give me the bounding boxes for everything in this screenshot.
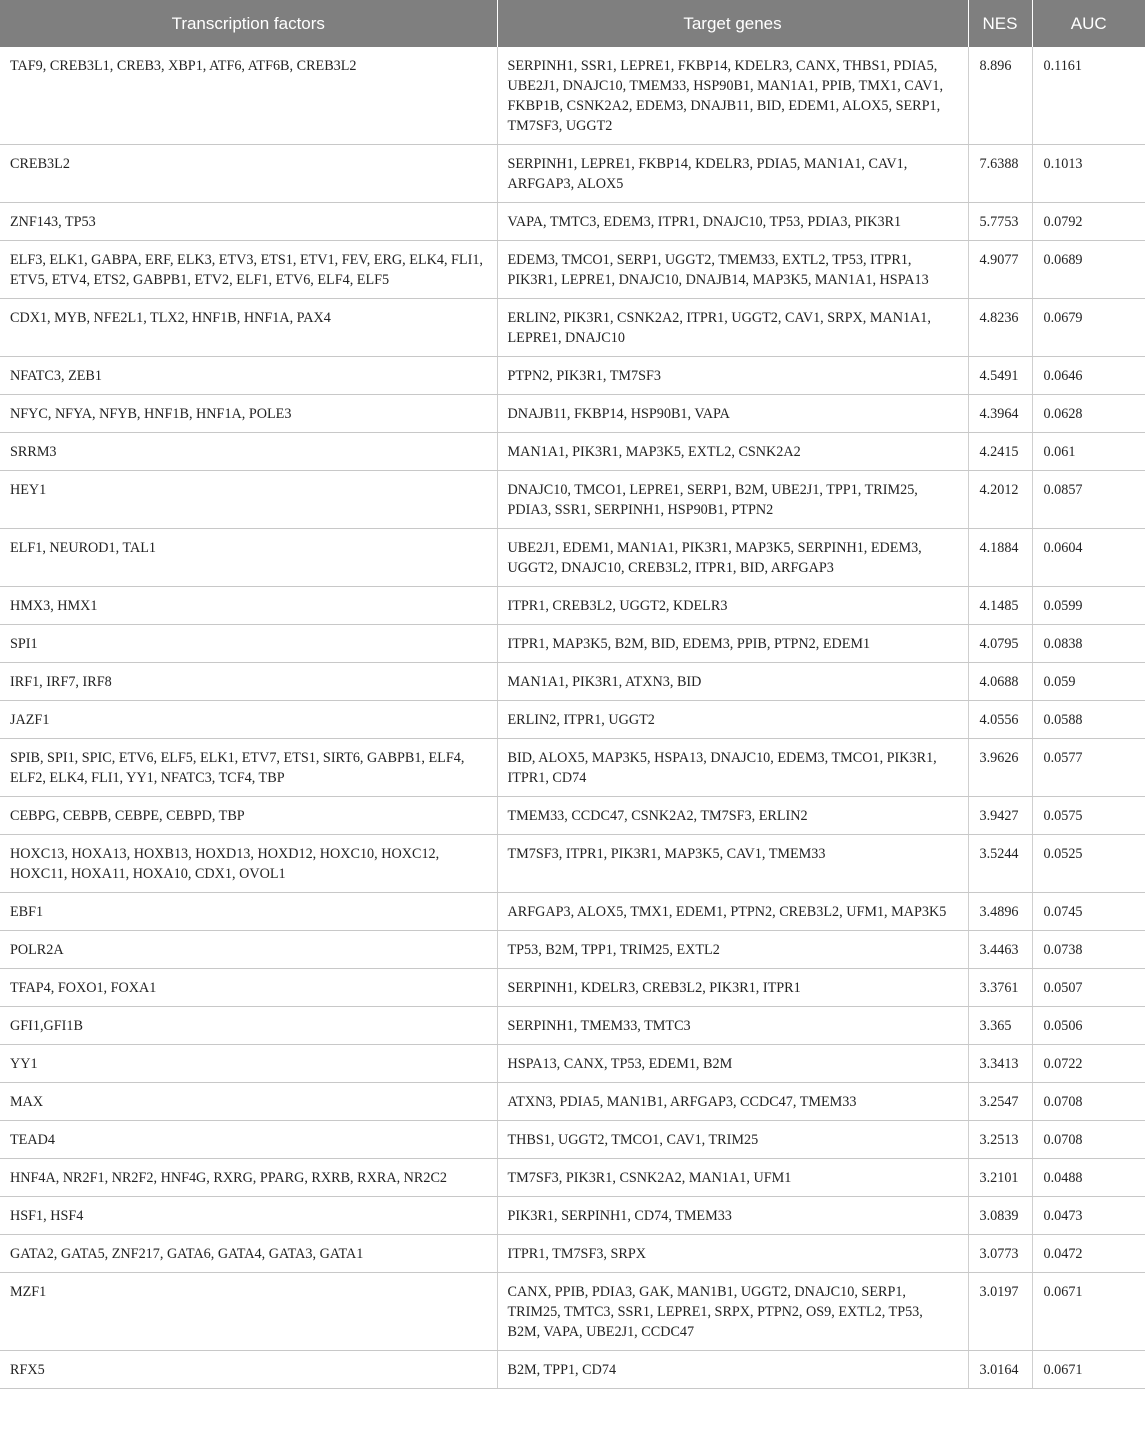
auc-cell: 0.0838 bbox=[1032, 625, 1145, 663]
target-genes-cell: TM7SF3, ITPR1, PIK3R1, MAP3K5, CAV1, TMEM33 bbox=[497, 835, 968, 893]
target-genes-cell: SERPINH1, TMEM33, TMTC3 bbox=[497, 1007, 968, 1045]
target-genes-cell: SERPINH1, SSR1, LEPRE1, FKBP14, KDELR3, CANX, THBS1, PDIA5, UBE2J1, DNAJC10, TMEM33, HSP90B1, MAN1A1, PPIB, TMX1, CAV1, FKBP1B, CSNK2A2, EDEM3, DNAJB11, BID, EDEM1, ALOX5, SERP1, TM7SF3, UGGT2 bbox=[497, 47, 968, 145]
auc-cell: 0.1161 bbox=[1032, 47, 1145, 145]
nes-cell: 8.896 bbox=[968, 47, 1032, 145]
auc-cell: 0.0722 bbox=[1032, 1045, 1145, 1083]
target-genes-cell: PIK3R1, SERPINH1, CD74, TMEM33 bbox=[497, 1197, 968, 1235]
target-genes-cell: ITPR1, CREB3L2, UGGT2, KDELR3 bbox=[497, 587, 968, 625]
nes-cell: 3.0164 bbox=[968, 1351, 1032, 1389]
auc-cell: 0.0792 bbox=[1032, 203, 1145, 241]
auc-cell: 0.059 bbox=[1032, 663, 1145, 701]
auc-cell: 0.0671 bbox=[1032, 1351, 1145, 1389]
target-genes-cell: TMEM33, CCDC47, CSNK2A2, TM7SF3, ERLIN2 bbox=[497, 797, 968, 835]
table-row bbox=[0, 1007, 1145, 1045]
table-row bbox=[0, 663, 1145, 701]
target-genes-cell: MAN1A1, PIK3R1, MAP3K5, EXTL2, CSNK2A2 bbox=[497, 433, 968, 471]
auc-cell: 0.0738 bbox=[1032, 931, 1145, 969]
tf-cell: GATA2, GATA5, ZNF217, GATA6, GATA4, GATA3, GATA1 bbox=[0, 1235, 497, 1273]
nes-cell: 5.7753 bbox=[968, 203, 1032, 241]
tf-cell: MZF1 bbox=[0, 1273, 497, 1351]
tf-cell: SPI1 bbox=[0, 625, 497, 663]
nes-cell: 3.0773 bbox=[968, 1235, 1032, 1273]
tf-cell: ELF1, NEUROD1, TAL1 bbox=[0, 529, 497, 587]
tf-cell: YY1 bbox=[0, 1045, 497, 1083]
target-genes-cell: ERLIN2, ITPR1, UGGT2 bbox=[497, 701, 968, 739]
tf-cell: HMX3, HMX1 bbox=[0, 587, 497, 625]
tf-cell: ELF3, ELK1, GABPA, ERF, ELK3, ETV3, ETS1, ETV1, FEV, ERG, ELK4, FLI1, ETV5, ETV4, ETS2, GABPB1, ETV2, ELF1, ETV6, ELF4, ELF5 bbox=[0, 241, 497, 299]
target-genes-cell: DNAJB11, FKBP14, HSP90B1, VAPA bbox=[497, 395, 968, 433]
table-row bbox=[0, 739, 1145, 797]
auc-cell: 0.0857 bbox=[1032, 471, 1145, 529]
target-genes-cell: TM7SF3, PIK3R1, CSNK2A2, MAN1A1, UFM1 bbox=[497, 1159, 968, 1197]
target-genes-cell: PTPN2, PIK3R1, TM7SF3 bbox=[497, 357, 968, 395]
table-row bbox=[0, 1351, 1145, 1389]
target-genes-cell: VAPA, TMTC3, EDEM3, ITPR1, DNAJC10, TP53, PDIA3, PIK3R1 bbox=[497, 203, 968, 241]
table-row bbox=[0, 701, 1145, 739]
tf-cell: RFX5 bbox=[0, 1351, 497, 1389]
auc-cell: 0.1013 bbox=[1032, 145, 1145, 203]
nes-cell: 4.1884 bbox=[968, 529, 1032, 587]
nes-cell: 3.9626 bbox=[968, 739, 1032, 797]
tf-cell: HOXC13, HOXA13, HOXB13, HOXD13, HOXD12, HOXC10, HOXC12, HOXC11, HOXA11, HOXA10, CDX1, OVOL1 bbox=[0, 835, 497, 893]
tf-cell: CDX1, MYB, NFE2L1, TLX2, HNF1B, HNF1A, PAX4 bbox=[0, 299, 497, 357]
nes-cell: 3.0839 bbox=[968, 1197, 1032, 1235]
table-row bbox=[0, 47, 1145, 145]
nes-cell: 4.5491 bbox=[968, 357, 1032, 395]
target-genes-cell: ITPR1, TM7SF3, SRPX bbox=[497, 1235, 968, 1273]
target-genes-cell: ATXN3, PDIA5, MAN1B1, ARFGAP3, CCDC47, TMEM33 bbox=[497, 1083, 968, 1121]
table-row bbox=[0, 1159, 1145, 1197]
table-row bbox=[0, 625, 1145, 663]
nes-cell: 4.0795 bbox=[968, 625, 1032, 663]
nes-cell: 4.9077 bbox=[968, 241, 1032, 299]
table-row bbox=[0, 145, 1145, 203]
tf-cell: ZNF143, TP53 bbox=[0, 203, 497, 241]
target-genes-cell: ITPR1, MAP3K5, B2M, BID, EDEM3, PPIB, PTPN2, EDEM1 bbox=[497, 625, 968, 663]
tf-cell: NFATC3, ZEB1 bbox=[0, 357, 497, 395]
tf-cell: CEBPG, CEBPB, CEBPE, CEBPD, TBP bbox=[0, 797, 497, 835]
nes-cell: 3.2101 bbox=[968, 1159, 1032, 1197]
header-nes: NES bbox=[968, 0, 1032, 47]
table-row bbox=[0, 471, 1145, 529]
nes-cell: 3.3413 bbox=[968, 1045, 1032, 1083]
auc-cell: 0.0604 bbox=[1032, 529, 1145, 587]
auc-cell: 0.0588 bbox=[1032, 701, 1145, 739]
target-genes-cell: DNAJC10, TMCO1, LEPRE1, SERP1, B2M, UBE2J1, TPP1, TRIM25, PDIA3, SSR1, SERPINH1, HSP90B1, PTPN2 bbox=[497, 471, 968, 529]
nes-cell: 3.2547 bbox=[968, 1083, 1032, 1121]
target-genes-cell: BID, ALOX5, MAP3K5, HSPA13, DNAJC10, EDEM3, TMCO1, PIK3R1, ITPR1, CD74 bbox=[497, 739, 968, 797]
tf-cell: TAF9, CREB3L1, CREB3, XBP1, ATF6, ATF6B, CREB3L2 bbox=[0, 47, 497, 145]
tf-cell: CREB3L2 bbox=[0, 145, 497, 203]
table-row bbox=[0, 1197, 1145, 1235]
target-genes-cell: EDEM3, TMCO1, SERP1, UGGT2, TMEM33, EXTL2, TP53, ITPR1, PIK3R1, LEPRE1, DNAJC10, DNAJB14, MAP3K5, MAN1A1, HSPA13 bbox=[497, 241, 968, 299]
nes-cell: 4.0688 bbox=[968, 663, 1032, 701]
auc-cell: 0.0628 bbox=[1032, 395, 1145, 433]
nes-cell: 3.3761 bbox=[968, 969, 1032, 1007]
nes-cell: 4.3964 bbox=[968, 395, 1032, 433]
tf-cell: GFI1,GFI1B bbox=[0, 1007, 497, 1045]
table-row bbox=[0, 529, 1145, 587]
table-row bbox=[0, 797, 1145, 835]
target-genes-cell: ERLIN2, PIK3R1, CSNK2A2, ITPR1, UGGT2, CAV1, SRPX, MAN1A1, LEPRE1, DNAJC10 bbox=[497, 299, 968, 357]
table-row bbox=[0, 241, 1145, 299]
nes-cell: 7.6388 bbox=[968, 145, 1032, 203]
tf-cell: TFAP4, FOXO1, FOXA1 bbox=[0, 969, 497, 1007]
table-row bbox=[0, 587, 1145, 625]
target-genes-cell: UBE2J1, EDEM1, MAN1A1, PIK3R1, MAP3K5, SERPINH1, EDEM3, UGGT2, DNAJC10, CREB3L2, ITPR1, BID, ARFGAP3 bbox=[497, 529, 968, 587]
table-row bbox=[0, 433, 1145, 471]
auc-cell: 0.0575 bbox=[1032, 797, 1145, 835]
target-genes-cell: HSPA13, CANX, TP53, EDEM1, B2M bbox=[497, 1045, 968, 1083]
nes-cell: 3.365 bbox=[968, 1007, 1032, 1045]
nes-cell: 3.5244 bbox=[968, 835, 1032, 893]
header-auc: AUC bbox=[1032, 0, 1145, 47]
table-header bbox=[0, 0, 1145, 47]
auc-cell: 0.0646 bbox=[1032, 357, 1145, 395]
auc-cell: 0.0507 bbox=[1032, 969, 1145, 1007]
nes-cell: 3.0197 bbox=[968, 1273, 1032, 1351]
auc-cell: 0.0488 bbox=[1032, 1159, 1145, 1197]
table-row bbox=[0, 1045, 1145, 1083]
target-genes-cell: B2M, TPP1, CD74 bbox=[497, 1351, 968, 1389]
nes-cell: 3.2513 bbox=[968, 1121, 1032, 1159]
nes-cell: 3.9427 bbox=[968, 797, 1032, 835]
table-row bbox=[0, 357, 1145, 395]
tf-cell: IRF1, IRF7, IRF8 bbox=[0, 663, 497, 701]
tf-cell: MAX bbox=[0, 1083, 497, 1121]
auc-cell: 0.0679 bbox=[1032, 299, 1145, 357]
tf-cell: HNF4A, NR2F1, NR2F2, HNF4G, RXRG, PPARG, RXRB, RXRA, NR2C2 bbox=[0, 1159, 497, 1197]
target-genes-cell: MAN1A1, PIK3R1, ATXN3, BID bbox=[497, 663, 968, 701]
table-body bbox=[0, 47, 1145, 1389]
auc-cell: 0.0708 bbox=[1032, 1121, 1145, 1159]
table-row bbox=[0, 893, 1145, 931]
table-row bbox=[0, 931, 1145, 969]
table-row bbox=[0, 1235, 1145, 1273]
table-row bbox=[0, 395, 1145, 433]
nes-cell: 4.1485 bbox=[968, 587, 1032, 625]
table-row bbox=[0, 1083, 1145, 1121]
tf-cell: SRRM3 bbox=[0, 433, 497, 471]
auc-cell: 0.0745 bbox=[1032, 893, 1145, 931]
target-genes-cell: THBS1, UGGT2, TMCO1, CAV1, TRIM25 bbox=[497, 1121, 968, 1159]
tf-cell: TEAD4 bbox=[0, 1121, 497, 1159]
table-row bbox=[0, 1121, 1145, 1159]
nes-cell: 3.4463 bbox=[968, 931, 1032, 969]
target-genes-cell: SERPINH1, KDELR3, CREB3L2, PIK3R1, ITPR1 bbox=[497, 969, 968, 1007]
auc-cell: 0.0708 bbox=[1032, 1083, 1145, 1121]
auc-cell: 0.0599 bbox=[1032, 587, 1145, 625]
tf-cell: JAZF1 bbox=[0, 701, 497, 739]
header-transcription-factors: Transcription factors bbox=[0, 0, 497, 47]
tf-cell: NFYC, NFYA, NFYB, HNF1B, HNF1A, POLE3 bbox=[0, 395, 497, 433]
auc-cell: 0.0671 bbox=[1032, 1273, 1145, 1351]
auc-cell: 0.0525 bbox=[1032, 835, 1145, 893]
target-genes-cell: ARFGAP3, ALOX5, TMX1, EDEM1, PTPN2, CREB3L2, UFM1, MAP3K5 bbox=[497, 893, 968, 931]
nes-cell: 4.8236 bbox=[968, 299, 1032, 357]
target-genes-cell: TP53, B2M, TPP1, TRIM25, EXTL2 bbox=[497, 931, 968, 969]
target-genes-cell: SERPINH1, LEPRE1, FKBP14, KDELR3, PDIA5, MAN1A1, CAV1, ARFGAP3, ALOX5 bbox=[497, 145, 968, 203]
table-row bbox=[0, 203, 1145, 241]
table-row bbox=[0, 299, 1145, 357]
tf-cell: EBF1 bbox=[0, 893, 497, 931]
table-row bbox=[0, 969, 1145, 1007]
table-row bbox=[0, 1273, 1145, 1351]
tf-cell: POLR2A bbox=[0, 931, 497, 969]
table-row bbox=[0, 835, 1145, 893]
tf-cell: HEY1 bbox=[0, 471, 497, 529]
auc-cell: 0.061 bbox=[1032, 433, 1145, 471]
tf-cell: SPIB, SPI1, SPIC, ETV6, ELF5, ELK1, ETV7, ETS1, SIRT6, GABPB1, ELF4, ELF2, ELK4, FLI1, YY1, NFATC3, TCF4, TBP bbox=[0, 739, 497, 797]
nes-cell: 4.2415 bbox=[968, 433, 1032, 471]
tf-cell: HSF1, HSF4 bbox=[0, 1197, 497, 1235]
nes-cell: 4.0556 bbox=[968, 701, 1032, 739]
header-target-genes: Target genes bbox=[497, 0, 968, 47]
target-genes-cell: CANX, PPIB, PDIA3, GAK, MAN1B1, UGGT2, DNAJC10, SERP1, TRIM25, TMTC3, SSR1, LEPRE1, SRPX, PTPN2, OS9, EXTL2, TP53, B2M, VAPA, UBE2J1, CCDC47 bbox=[497, 1273, 968, 1351]
auc-cell: 0.0689 bbox=[1032, 241, 1145, 299]
auc-cell: 0.0473 bbox=[1032, 1197, 1145, 1235]
auc-cell: 0.0472 bbox=[1032, 1235, 1145, 1273]
nes-cell: 3.4896 bbox=[968, 893, 1032, 931]
auc-cell: 0.0506 bbox=[1032, 1007, 1145, 1045]
nes-cell: 4.2012 bbox=[968, 471, 1032, 529]
auc-cell: 0.0577 bbox=[1032, 739, 1145, 797]
header-row bbox=[0, 0, 1145, 47]
